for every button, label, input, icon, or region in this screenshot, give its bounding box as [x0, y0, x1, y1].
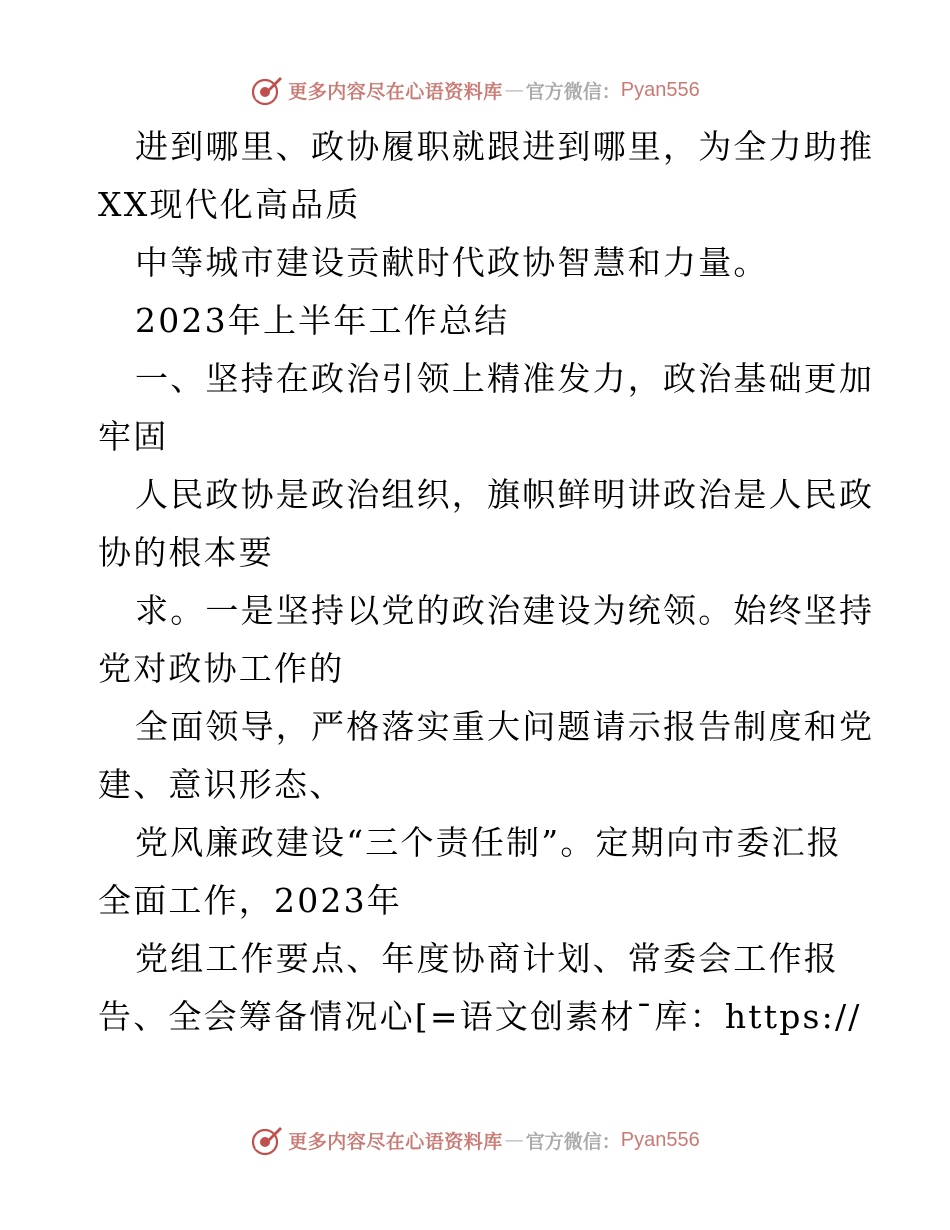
watermark-text: 更多内容尽在心语资料库: [288, 80, 503, 103]
watermark-text: 更多内容尽在心语资料库: [288, 1130, 503, 1153]
text-line: 中等城市建设贡献时代政协智慧和力量。: [135, 243, 769, 282]
pen-logo-icon: [250, 73, 284, 107]
text-line: XX现代化高品质: [98, 185, 361, 224]
watermark-wechat-id: Pyan556: [620, 78, 700, 101]
text-line: 一、坚持在政治引领上精准发力，政治基础更加: [135, 359, 875, 398]
watermark-dash: —: [504, 1129, 524, 1151]
text-line: 进到哪里、政协履职就跟进到哪里，为全力助推: [135, 127, 875, 166]
text-line: 党风廉政建设“三个责任制”。定期向市委汇报: [135, 823, 842, 862]
text-line: 全面工作，2023年: [98, 881, 402, 920]
watermark-wechat-label: 官方微信：: [525, 80, 621, 103]
text-line: 协的根本要: [98, 533, 274, 572]
watermark-header: [0, 70, 950, 110]
watermark-wechat-label: 官方微信：: [525, 1130, 621, 1153]
section-title: 2023年上半年工作总结: [135, 301, 510, 340]
pen-logo-icon: [250, 1123, 284, 1157]
text-line: 求。一是坚持以党的政治建设为统领。始终坚持: [135, 591, 875, 630]
document-body: [98, 118, 875, 1046]
watermark-wechat-id: Pyan556: [620, 1128, 700, 1151]
text-line: 人民政协是政治组织，旗帜鲜明讲政治是人民政: [135, 475, 875, 514]
watermark-footer: [0, 1120, 950, 1160]
text-line: 告、全会筹备情况心[=语文创素材¯库：https://: [98, 997, 862, 1036]
text-line: 党对政协工作的: [98, 649, 345, 688]
text-line: 牢固: [98, 417, 169, 456]
text-line: 党组工作要点、年度协商计划、常委会工作报: [135, 939, 839, 978]
text-line: 全面领导，严格落实重大问题请示报告制度和党: [135, 707, 875, 746]
watermark-dash: —: [504, 79, 524, 101]
text-line: 建、意识形态、: [98, 765, 345, 804]
